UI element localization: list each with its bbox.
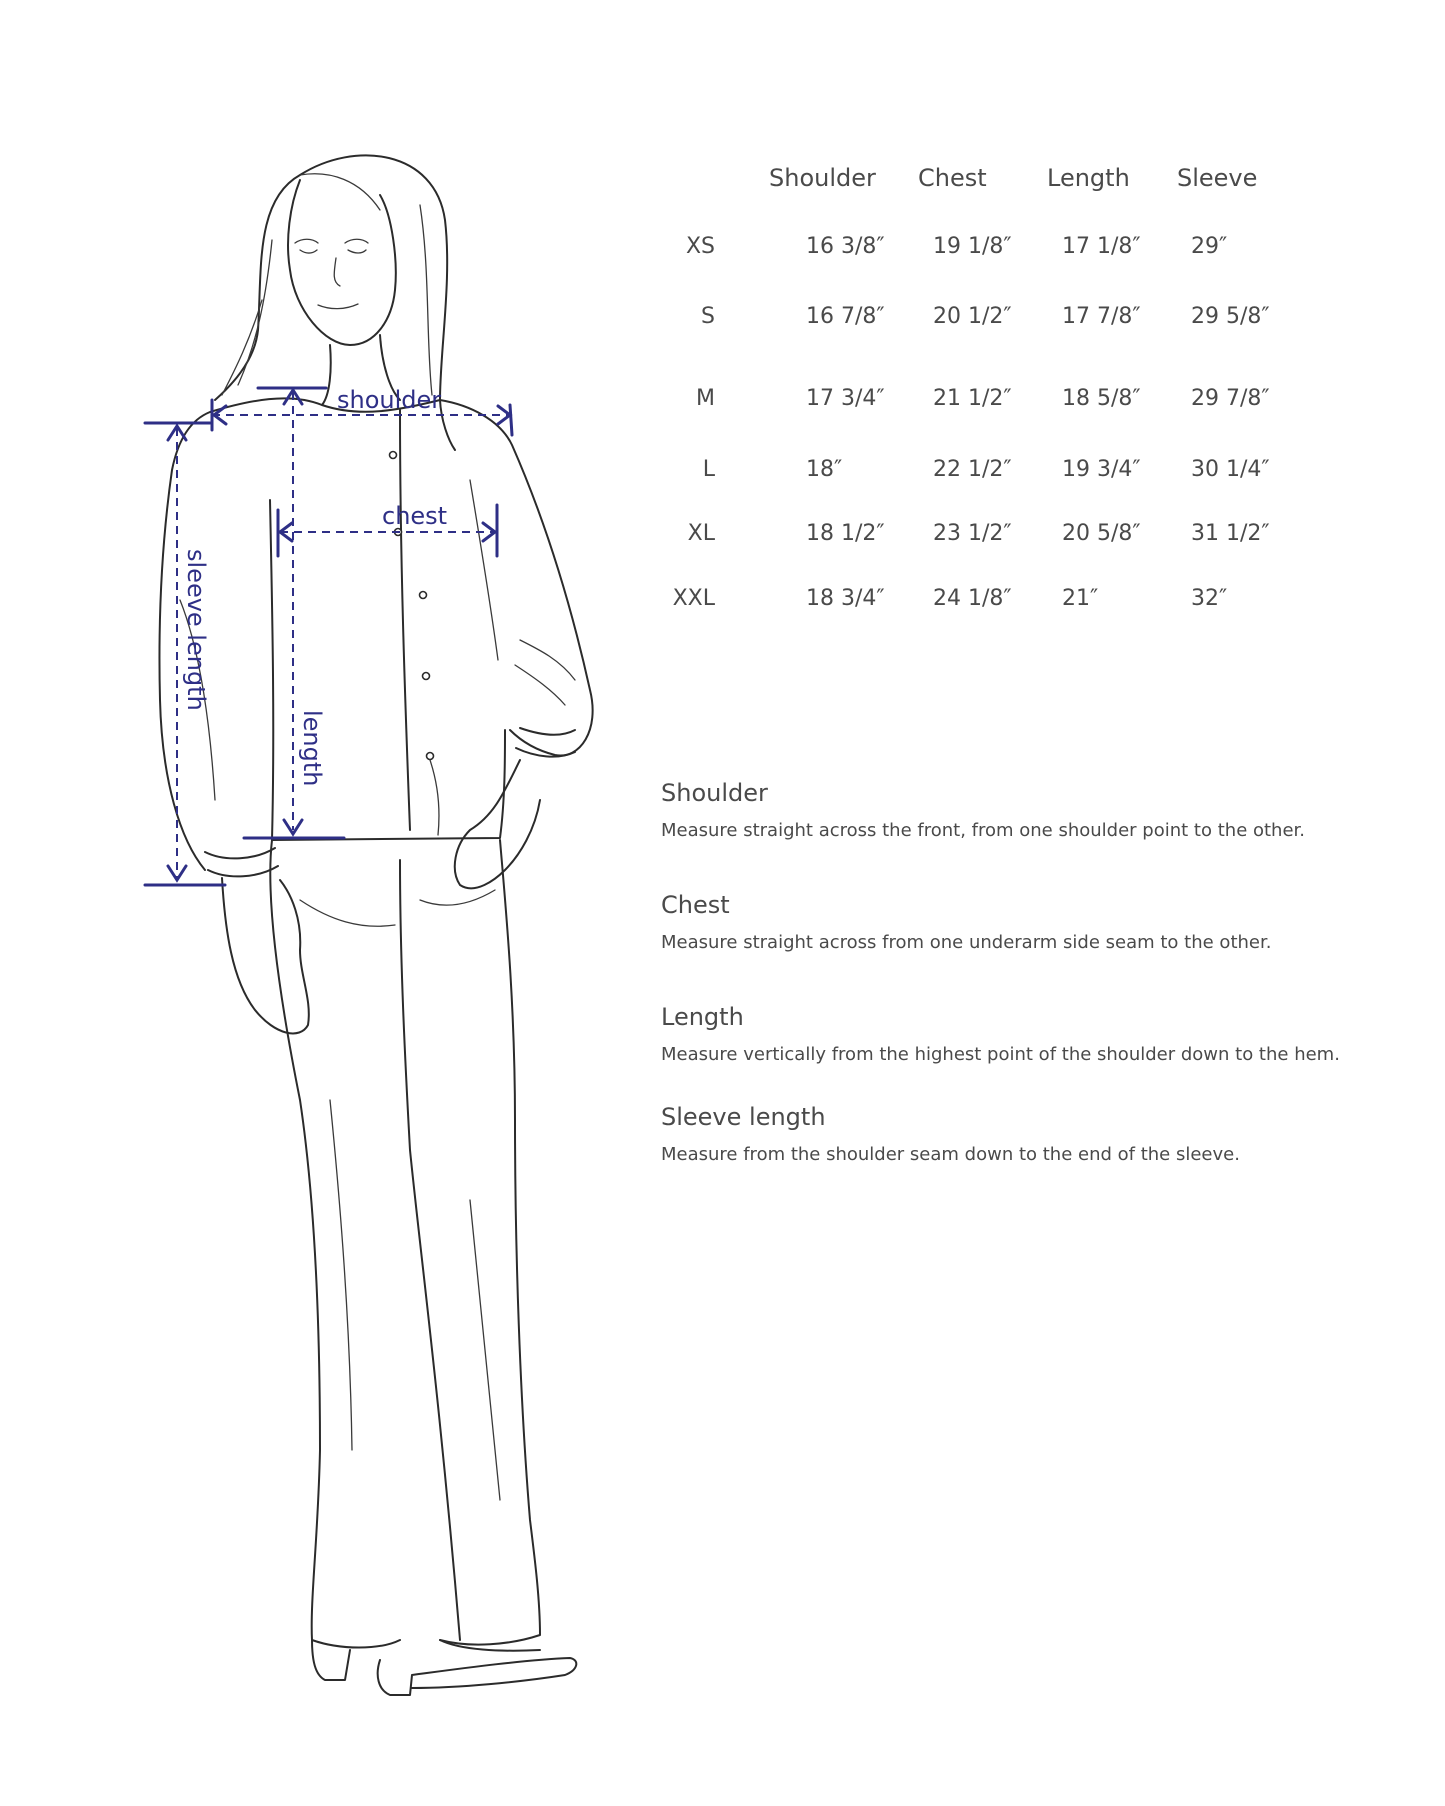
column-header-chest: Chest (918, 164, 987, 192)
size-label-xl: XL (687, 521, 715, 546)
cell-m-length: 18 5/8″ (1062, 386, 1141, 411)
size-label-xxl: XXL (672, 586, 715, 611)
guide-title: Shoulder (661, 779, 768, 807)
cell-s-length: 17 7/8″ (1062, 304, 1141, 329)
cell-l-length: 19 3/4″ (1062, 457, 1141, 482)
cell-xs-length: 17 1/8″ (1062, 234, 1141, 259)
trousers-outline (270, 840, 540, 1648)
cell-m-shoulder: 17 3/4″ (806, 386, 885, 411)
cell-xxl-sleeve: 32″ (1191, 586, 1228, 611)
cell-xs-chest: 19 1/8″ (933, 234, 1012, 259)
left-cuff (205, 848, 278, 876)
cell-s-sleeve: 29 5/8″ (1191, 304, 1270, 329)
cell-xl-length: 20 5/8″ (1062, 521, 1141, 546)
cell-m-chest: 21 1/2″ (933, 386, 1012, 411)
guide-sleeve-length (661, 1104, 1421, 1166)
cell-xxl-length: 21″ (1062, 586, 1099, 611)
cell-l-chest: 22 1/2″ (933, 457, 1012, 482)
length-measure-label: length (298, 710, 326, 787)
chest-measure-label: chest (382, 502, 448, 530)
size-label-xs: XS (685, 234, 715, 259)
cell-xs-shoulder: 16 3/8″ (806, 234, 885, 259)
shirt-button (423, 673, 430, 680)
shirt-button (427, 753, 434, 760)
guide-description: Measure from the shoulder seam down to the end of the sleeve. (661, 1144, 1240, 1166)
cell-xl-sleeve: 31 1/2″ (1191, 521, 1270, 546)
column-header-sleeve: Sleeve (1177, 164, 1258, 192)
trousers-folds (300, 890, 500, 1500)
cell-xs-sleeve: 29″ (1191, 234, 1228, 259)
cell-xl-chest: 23 1/2″ (933, 521, 1012, 546)
guide-title: Length (661, 1003, 744, 1031)
guide-description: Measure vertically from the highest point of the shoulder down to the hem. (661, 1044, 1340, 1066)
cell-m-sleeve: 29 7/8″ (1191, 386, 1270, 411)
guide-title: Chest (661, 891, 730, 919)
shoulder-measure-label: shoulder (337, 386, 442, 414)
guide-description: Measure straight across from one underarm side seam to the other. (661, 932, 1272, 954)
cell-xxl-chest: 24 1/8″ (933, 586, 1012, 611)
size-label-m: M (696, 386, 715, 411)
guide-shoulder (661, 780, 1421, 842)
guide-chest (661, 892, 1421, 954)
guide-description: Measure straight across the front, from one shoulder point to the other. (661, 820, 1306, 842)
cell-xl-shoulder: 18 1/2″ (806, 521, 885, 546)
sleeve-length-measure-label: sleeve length (182, 549, 210, 711)
right-hand (455, 760, 540, 888)
cell-l-sleeve: 30 1/4″ (1191, 457, 1270, 482)
size-label-s: S (701, 304, 715, 329)
left-hand (222, 878, 309, 1033)
guide-length (661, 1004, 1421, 1066)
cell-s-chest: 20 1/2″ (933, 304, 1012, 329)
column-header-shoulder: Shoulder (769, 164, 876, 192)
guide-title: Sleeve length (661, 1103, 826, 1131)
size-label-l: L (702, 457, 715, 482)
cell-l-shoulder: 18″ (806, 457, 843, 482)
cell-xxl-shoulder: 18 3/4″ (806, 586, 885, 611)
cell-s-shoulder: 16 7/8″ (806, 304, 885, 329)
size-chart-table (0, 0, 1445, 640)
column-header-length: Length (1047, 164, 1130, 192)
